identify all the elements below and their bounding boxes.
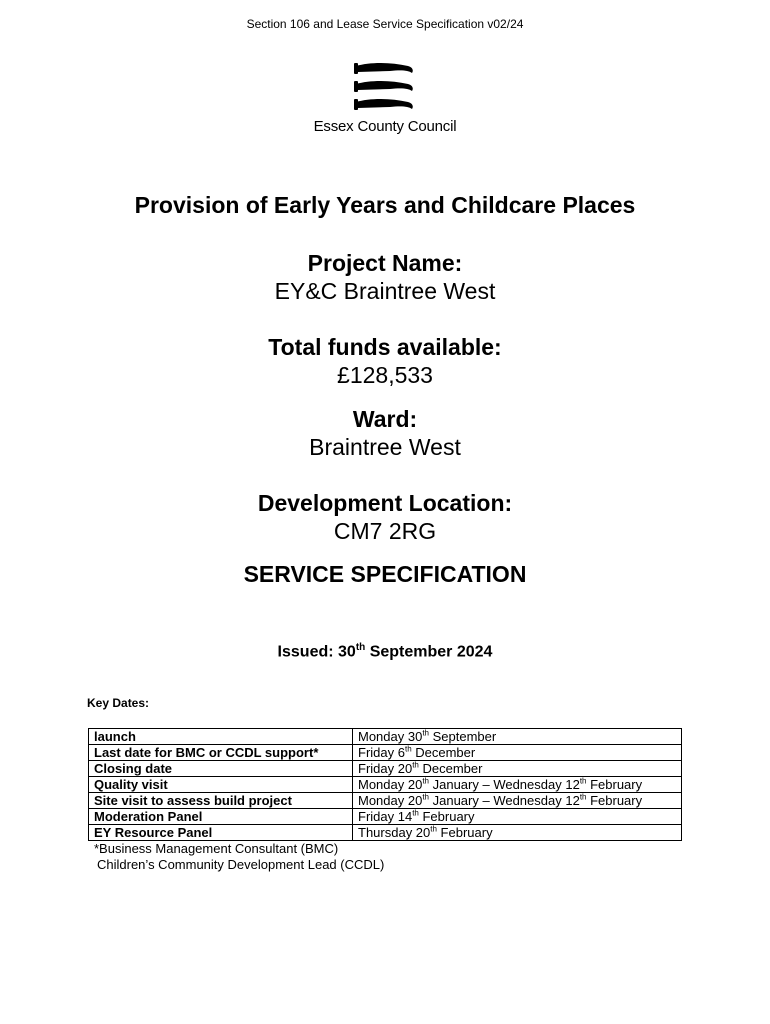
date-text: Friday 14 bbox=[358, 808, 413, 824]
ward-value: Braintree West bbox=[309, 434, 461, 460]
key-date-label: Closing date bbox=[89, 761, 353, 777]
date-text: Friday 20 bbox=[358, 760, 413, 776]
ordinal-suffix: th bbox=[422, 728, 429, 738]
key-date-value bbox=[353, 745, 682, 761]
date-text: Monday 20 bbox=[358, 776, 423, 792]
date-text: December bbox=[418, 760, 483, 776]
project-name-value: EY&C Braintree West bbox=[274, 278, 496, 304]
key-date-label: launch bbox=[89, 729, 353, 745]
key-date-label: Quality visit bbox=[89, 777, 353, 793]
table-row bbox=[89, 745, 682, 761]
key-date-value bbox=[353, 777, 682, 793]
table-row bbox=[89, 777, 682, 793]
ordinal-suffix: th bbox=[412, 808, 419, 818]
date-text: Monday 30 bbox=[358, 728, 423, 744]
project-name-block bbox=[0, 249, 770, 305]
ordinal-suffix: th bbox=[430, 824, 437, 834]
date-text: Monday 20 bbox=[358, 792, 423, 808]
key-date-label: Site visit to assess build project bbox=[89, 793, 353, 809]
key-date-value bbox=[353, 761, 682, 777]
footnote-bmc: *Business Management Consultant (BMC) bbox=[94, 841, 339, 856]
ward-label: Ward: bbox=[352, 406, 418, 432]
date-text: February bbox=[436, 824, 493, 840]
table-row bbox=[89, 761, 682, 777]
footnotes bbox=[94, 841, 384, 873]
project-name-label: Project Name: bbox=[307, 250, 463, 276]
table-row bbox=[89, 729, 682, 745]
key-date-label: Moderation Panel bbox=[89, 809, 353, 825]
seaxes-emblem-icon bbox=[350, 60, 420, 116]
service-specification-title: SERVICE SPECIFICATION bbox=[243, 561, 527, 587]
ward-block bbox=[0, 405, 770, 461]
table-row bbox=[89, 825, 682, 841]
date-text: January – Wednesday 12 bbox=[429, 776, 580, 792]
date-text: February bbox=[418, 808, 475, 824]
table-row bbox=[89, 809, 682, 825]
key-date-value bbox=[353, 729, 682, 745]
ordinal-suffix: th bbox=[412, 760, 419, 770]
key-date-label: EY Resource Panel bbox=[89, 825, 353, 841]
essex-county-council-logo bbox=[0, 60, 770, 135]
ordinal-suffix: th bbox=[579, 776, 587, 786]
development-location-block bbox=[0, 489, 770, 545]
key-date-value bbox=[353, 825, 682, 841]
key-dates-table bbox=[88, 728, 682, 841]
key-date-value bbox=[353, 809, 682, 825]
development-location-value: CM7 2RG bbox=[333, 518, 437, 544]
total-funds-block bbox=[0, 333, 770, 389]
ordinal-suffix: th bbox=[579, 792, 587, 802]
date-text: February bbox=[586, 776, 643, 792]
issued-date bbox=[0, 642, 770, 661]
issued-sup: th bbox=[355, 642, 366, 653]
total-funds-label: Total funds available: bbox=[268, 334, 502, 360]
issued-prefix: Issued: 30 bbox=[277, 643, 356, 661]
ordinal-suffix: th bbox=[422, 776, 429, 786]
date-text: Friday 6 bbox=[358, 744, 405, 760]
development-location-label: Development Location: bbox=[257, 490, 513, 516]
date-text: Thursday 20 bbox=[358, 824, 431, 840]
issued-suffix: September 2024 bbox=[365, 643, 493, 661]
key-date-label: Last date for BMC or CCDL support* bbox=[89, 745, 353, 761]
date-text: February bbox=[586, 792, 643, 808]
ordinal-suffix: th bbox=[404, 744, 412, 754]
total-funds-value: £128,533 bbox=[337, 362, 433, 388]
key-dates-label: Key Dates: bbox=[87, 696, 150, 710]
table-row bbox=[89, 793, 682, 809]
ordinal-suffix: th bbox=[422, 792, 429, 802]
footnote-ccdl: Children’s Community Development Lead (CCDL) bbox=[97, 857, 385, 872]
logo-text: Essex County Council bbox=[313, 118, 457, 135]
key-date-value bbox=[353, 793, 682, 809]
date-text: December bbox=[411, 744, 476, 760]
date-text: January – Wednesday 12 bbox=[429, 792, 580, 808]
document-header: Section 106 and Lease Service Specification v02/24 bbox=[246, 17, 524, 31]
document-title: Provision of Early Years and Childcare Places bbox=[134, 192, 636, 218]
date-text: September bbox=[429, 728, 497, 744]
